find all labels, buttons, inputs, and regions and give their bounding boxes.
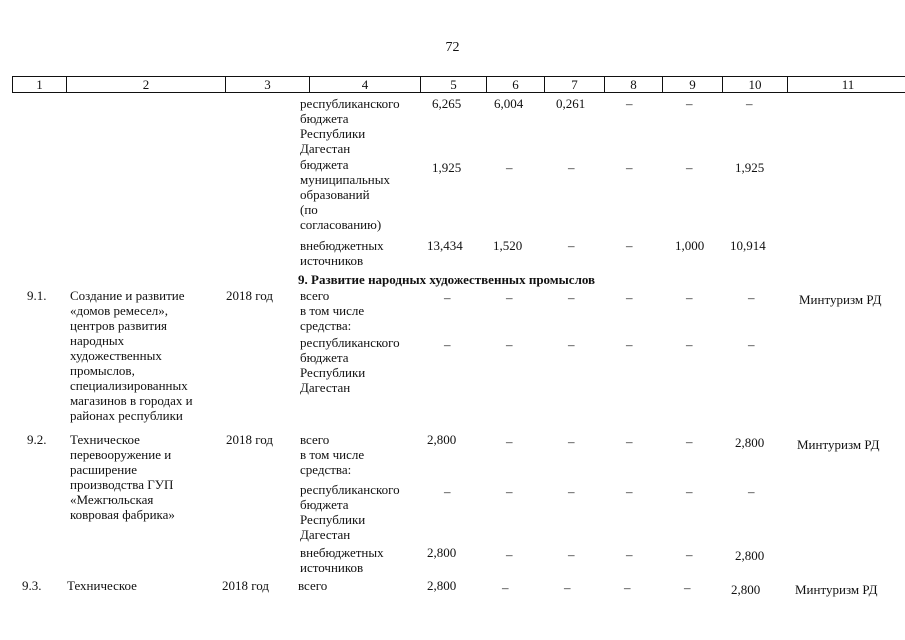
value-cell: – (444, 337, 451, 352)
col-header-7: 7 (544, 76, 605, 93)
value-cell: – (624, 580, 631, 595)
responsible-party: Минтуризм РД (799, 292, 882, 307)
funding-label-line: всего (300, 432, 330, 447)
row-code: 9.3. (22, 578, 42, 593)
value-cell: – (502, 580, 509, 595)
value-cell: – (506, 337, 513, 352)
row-name-line: промыслов, (70, 363, 135, 378)
funding-label-line: в том числе (300, 303, 365, 318)
value-cell: – (506, 290, 513, 305)
value-cell: 2,800 (731, 582, 761, 597)
funding-label-line: согласованию) (300, 217, 382, 232)
value-cell: – (506, 484, 513, 499)
funding-label-line: в том числе (300, 447, 365, 462)
row-name-line: Техническое (70, 432, 140, 447)
row-name-line: «Межгюльская (70, 492, 154, 507)
row-code: 9.1. (27, 288, 47, 303)
value-cell: – (626, 96, 633, 111)
funding-label-line: бюджета (300, 350, 349, 365)
funding-label-line: республиканского (300, 482, 400, 497)
funding-label-line: средства: (300, 462, 352, 477)
value-cell: – (686, 290, 693, 305)
value-cell: 2,800 (427, 545, 457, 560)
col-header-2: 2 (66, 76, 226, 93)
value-cell: – (444, 484, 451, 499)
page-number: 72 (445, 40, 460, 55)
value-cell: 2,800 (735, 435, 765, 450)
row-name-line: перевооружение и (70, 447, 172, 462)
funding-label-line: республиканского (300, 335, 400, 350)
funding-label-line: бюджета (300, 497, 349, 512)
col-header-5: 5 (420, 76, 487, 93)
value-cell: 1,000 (675, 238, 705, 253)
value-cell: 6,004 (494, 96, 524, 111)
value-cell: – (568, 547, 575, 562)
value-cell: – (686, 484, 693, 499)
value-cell: – (568, 160, 575, 175)
value-cell: – (748, 484, 755, 499)
value-cell: – (568, 434, 575, 449)
funding-label-line: Дагестан (300, 527, 351, 542)
value-cell: – (626, 290, 633, 305)
value-cell: – (568, 484, 575, 499)
value-cell: – (684, 580, 691, 595)
row-name-line: Техническое (67, 578, 137, 593)
funding-label-line: всего (300, 288, 330, 303)
value-cell: – (626, 238, 633, 253)
col-header-10: 10 (722, 76, 788, 93)
value-cell: – (686, 337, 693, 352)
funding-label-line: источников (300, 560, 364, 575)
row-name-line: производства ГУП (70, 477, 174, 492)
funding-label-line: (по (300, 202, 318, 217)
row-name-line: центров развития (70, 318, 168, 333)
funding-label-line: образований (300, 187, 370, 202)
funding-label-line: Республики (300, 512, 366, 527)
value-cell: 2,800 (427, 578, 457, 593)
col-header-3: 3 (225, 76, 310, 93)
value-cell: – (748, 290, 755, 305)
responsible-party: Минтуризм РД (797, 437, 880, 452)
value-cell: – (686, 160, 693, 175)
funding-label-line: муниципальных (300, 172, 391, 187)
value-cell: 13,434 (427, 238, 463, 253)
col-header-9: 9 (662, 76, 723, 93)
funding-label-line: средства: (300, 318, 352, 333)
value-cell: – (506, 160, 513, 175)
value-cell: – (686, 434, 693, 449)
value-cell: – (686, 547, 693, 562)
col-header-8: 8 (604, 76, 663, 93)
value-cell: – (626, 547, 633, 562)
row-name-line: ковровая фабрика» (70, 507, 175, 522)
row-year: 2018 год (222, 578, 269, 593)
value-cell: – (444, 290, 451, 305)
funding-label-line: внебюджетных (300, 238, 384, 253)
funding-label-line: Республики (300, 126, 366, 141)
row-name-line: Создание и развитие (70, 288, 185, 303)
value-cell: – (568, 337, 575, 352)
responsible-party: Минтуризм РД (795, 582, 878, 597)
col-header-1: 1 (12, 76, 67, 93)
value-cell: – (626, 160, 633, 175)
value-cell: 1,925 (735, 160, 765, 175)
funding-label-line: Дагестан (300, 141, 351, 156)
funding-label-line: бюджета (300, 157, 349, 172)
funding-label-line: источников (300, 253, 364, 268)
row-name-line: районах республики (70, 408, 183, 423)
value-cell: – (686, 96, 693, 111)
row-name-line: магазинов в городах и (70, 393, 193, 408)
value-cell: – (626, 434, 633, 449)
value-cell: 2,800 (427, 432, 457, 447)
funding-label-line: республиканского (300, 96, 400, 111)
funding-label-line: всего (298, 578, 328, 593)
col-header-6: 6 (486, 76, 545, 93)
value-cell: 0,261 (556, 96, 586, 111)
value-cell: – (746, 96, 753, 111)
row-name-line: расширение (70, 462, 137, 477)
section-title: 9. Развитие народных художественных промыслов (298, 272, 596, 287)
col-header-11: 11 (787, 76, 905, 93)
funding-label-line: внебюджетных (300, 545, 384, 560)
value-cell: – (626, 337, 633, 352)
value-cell: – (568, 290, 575, 305)
value-cell: 10,914 (730, 238, 766, 253)
row-year: 2018 год (226, 432, 273, 447)
row-name-line: художественных (70, 348, 162, 363)
row-name-line: «домов ремесел», (70, 303, 169, 318)
value-cell: 1,520 (493, 238, 523, 253)
funding-label-line: Дагестан (300, 380, 351, 395)
value-cell: – (506, 434, 513, 449)
value-cell: 2,800 (735, 548, 765, 563)
value-cell: 6,265 (432, 96, 462, 111)
funding-label-line: бюджета (300, 111, 349, 126)
funding-label-line: Республики (300, 365, 366, 380)
col-header-4: 4 (309, 76, 421, 93)
value-cell: – (568, 238, 575, 253)
row-year: 2018 год (226, 288, 273, 303)
row-name-line: народных (70, 333, 125, 348)
value-cell: – (748, 337, 755, 352)
value-cell: – (626, 484, 633, 499)
value-cell: 1,925 (432, 160, 462, 175)
row-name-line: специализированных (70, 378, 188, 393)
value-cell: – (564, 580, 571, 595)
value-cell: – (506, 547, 513, 562)
row-code: 9.2. (27, 432, 47, 447)
